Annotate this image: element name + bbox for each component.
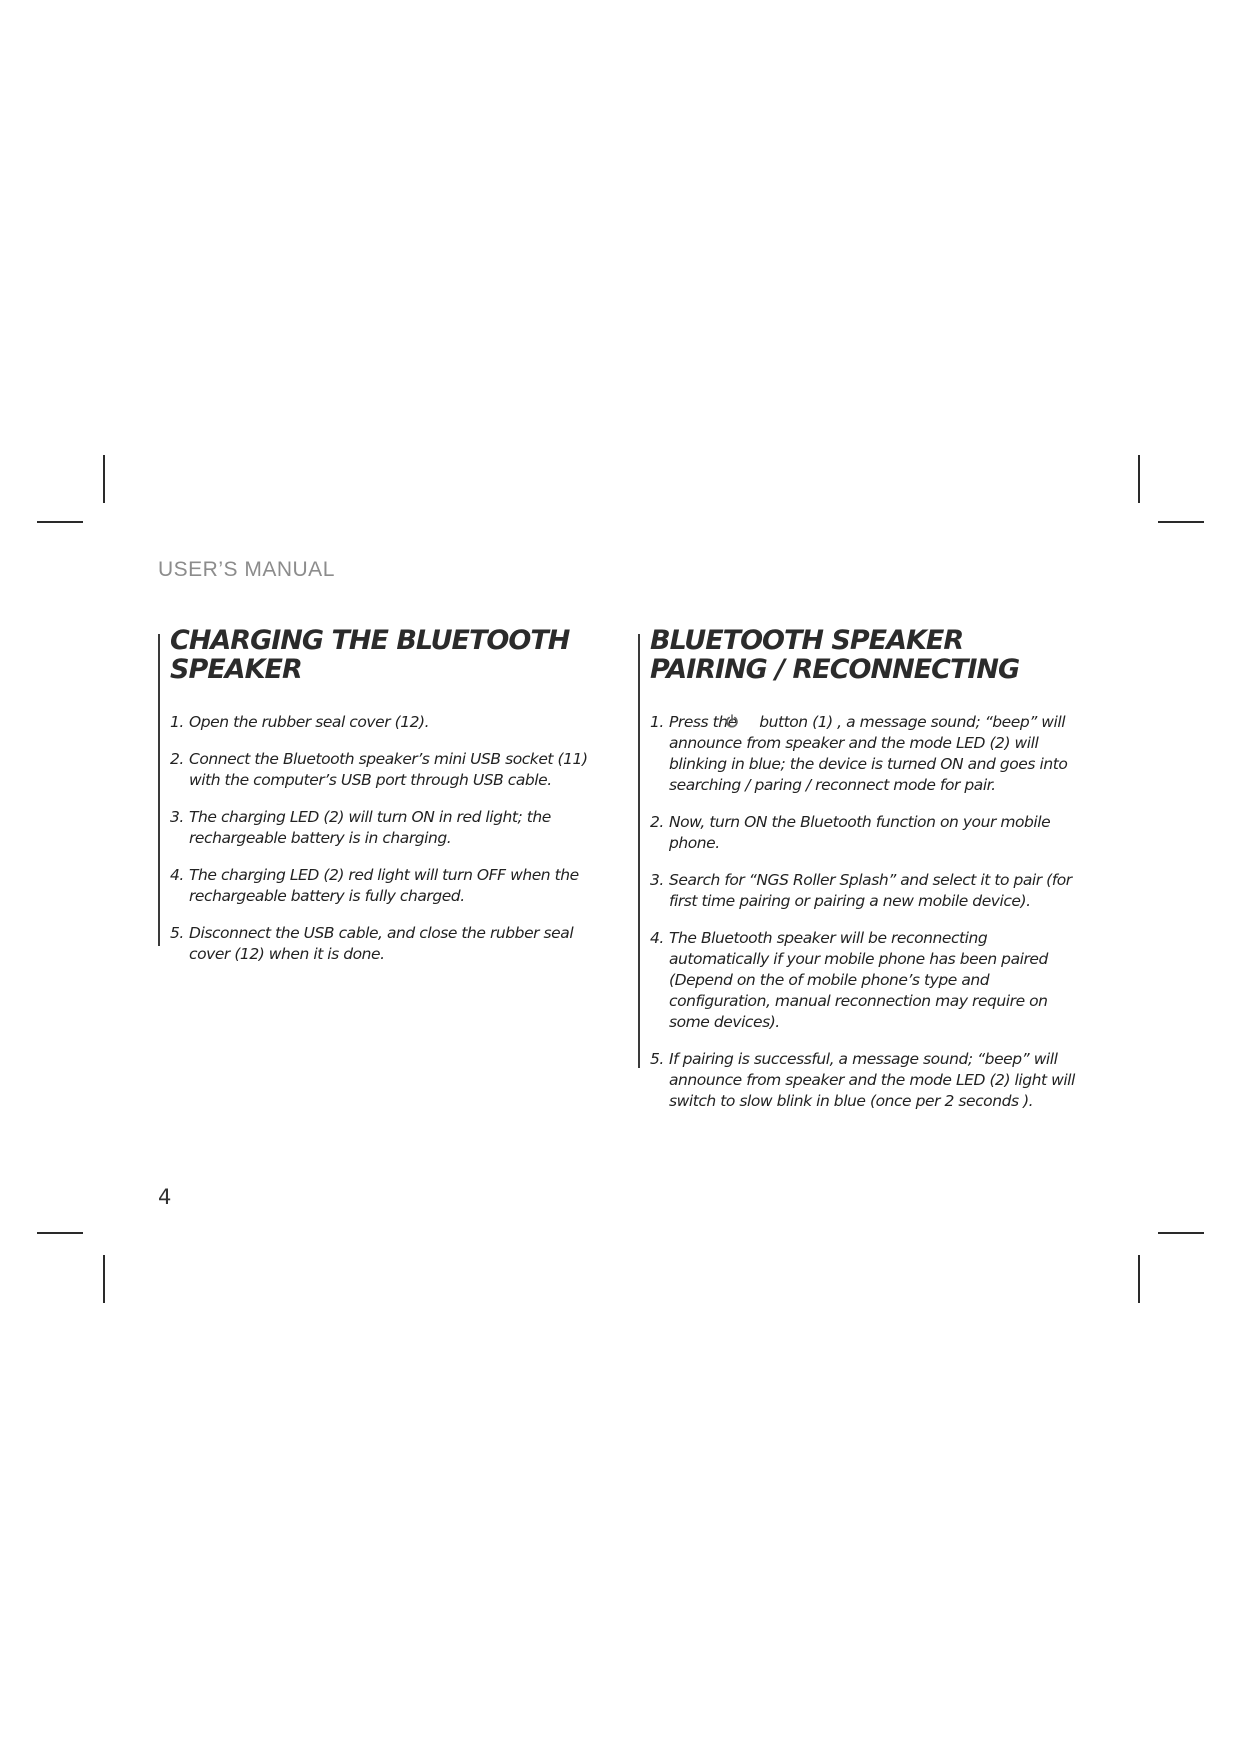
step-number: 2. <box>650 813 664 831</box>
list-item <box>170 712 598 733</box>
list-item <box>170 923 598 965</box>
step-number: 3. <box>650 871 664 889</box>
step-text: If pairing is successful, a message sound; “beep” will announce from speaker and the mode LED (2) light will switch to slow blink in blue (once per 2 seconds ). <box>669 1050 1075 1110</box>
step-number: 5. <box>650 1050 664 1068</box>
step-number: 1. <box>170 713 184 731</box>
step-text: The Bluetooth speaker will be reconnecting automatically if your mobile phone has been paired (Depend on the of mobile phone’s type and configuration, manual reconnection may require on some devices). <box>669 929 1048 1031</box>
step-number: 2. <box>170 750 184 768</box>
page-number: 4 <box>158 1185 172 1209</box>
charging-section <box>158 626 598 981</box>
crop-mark <box>1158 1232 1204 1234</box>
list-item <box>650 870 1088 912</box>
list-item <box>650 1049 1088 1112</box>
section-rule <box>158 634 160 946</box>
list-item <box>170 749 598 791</box>
step-number: 3. <box>170 808 184 826</box>
step-number: 5. <box>170 924 184 942</box>
step-number: 4. <box>170 866 184 884</box>
crop-mark <box>1158 521 1204 523</box>
crop-mark <box>1138 1255 1140 1303</box>
crop-mark <box>37 1232 83 1234</box>
pairing-title: BLUETOOTH SPEAKER PAIRING / RECONNECTING <box>650 625 1020 685</box>
step-text: Press the <box>669 713 742 731</box>
step-text: The charging LED (2) will turn ON in red light; the rechargeable battery is in charging. <box>189 808 551 847</box>
running-head: USER’S MANUAL <box>158 558 335 581</box>
list-item <box>650 712 1088 796</box>
step-number: 1. <box>650 713 664 731</box>
list-item <box>650 928 1088 1033</box>
step-text: Disconnect the USB cable, and close the rubber seal cover (12) when it is done. <box>189 924 574 963</box>
step-text: Open the rubber seal cover (12). <box>189 713 430 731</box>
step-text: button (1) , a message sound; “beep” will announce from speaker and the mode LED (2) will blinking in blue; the device is turned ON and goes into searching / paring / reconnect mode for pair. <box>669 713 1068 794</box>
crop-mark <box>103 455 105 503</box>
power-icon <box>744 713 758 727</box>
crop-mark <box>37 521 83 523</box>
pairing-section <box>638 626 1088 1128</box>
crop-mark <box>103 1255 105 1303</box>
pairing-steps <box>650 712 1088 1112</box>
charging-title: CHARGING THE BLUETOOTH SPEAKER <box>170 625 570 685</box>
list-item <box>170 807 598 849</box>
list-item <box>650 812 1088 854</box>
list-item <box>170 865 598 907</box>
step-text: The charging LED (2) red light will turn OFF when the rechargeable battery is fully charged. <box>189 866 579 905</box>
step-text: Search for “NGS Roller Splash” and select it to pair (for first time pairing or pairing a new mobile device). <box>669 871 1072 910</box>
section-rule <box>638 634 640 1068</box>
step-number: 4. <box>650 929 664 947</box>
step-text: Connect the Bluetooth speaker’s mini USB socket (11) with the computer’s USB port through USB cable. <box>189 750 588 789</box>
crop-mark <box>1138 455 1140 503</box>
charging-steps <box>170 712 598 965</box>
step-text: Now, turn ON the Bluetooth function on your mobile phone. <box>669 813 1051 852</box>
